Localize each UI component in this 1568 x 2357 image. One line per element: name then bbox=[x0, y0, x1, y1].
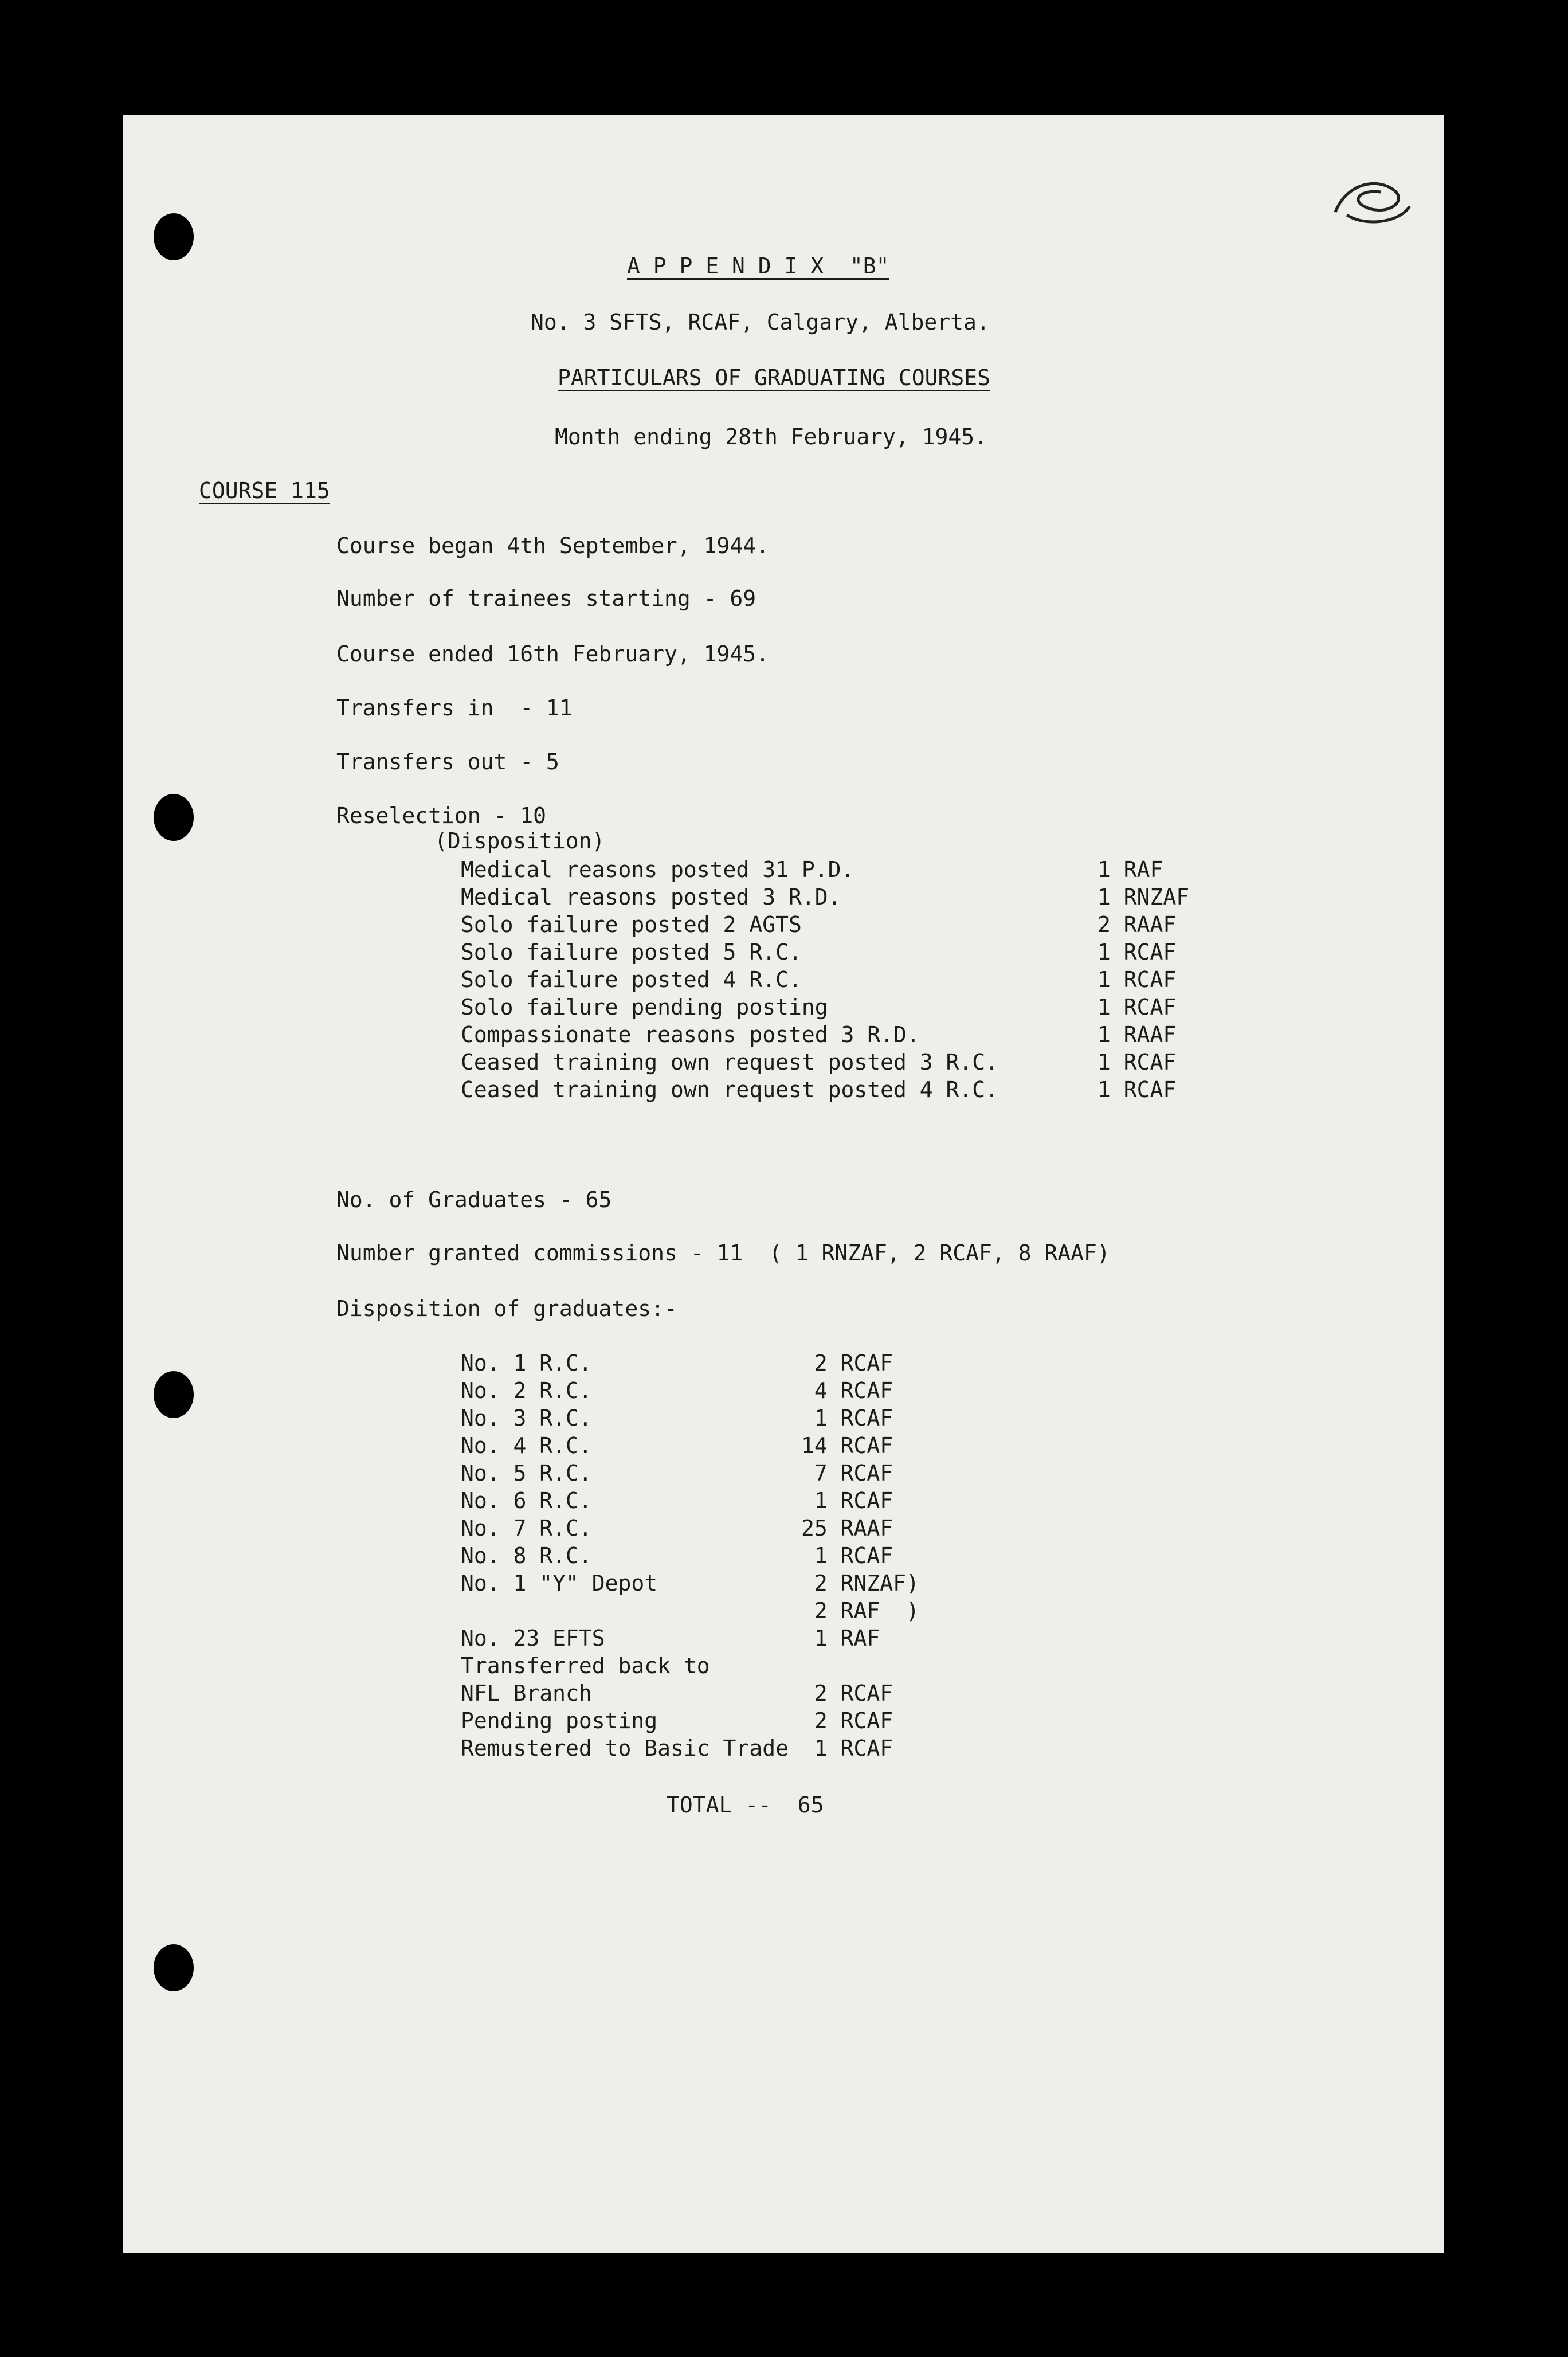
appendix-title: A P P E N D I X "B" bbox=[627, 253, 889, 279]
disposition-count: 1 RCAF bbox=[801, 1405, 893, 1431]
disposition-dest: No. 3 R.C. bbox=[461, 1405, 592, 1431]
graduates-count: No. of Graduates - 65 bbox=[336, 1187, 612, 1212]
reselection-count: 1 RCAF bbox=[1097, 1077, 1177, 1102]
disposition-dest: No. 5 R.C. bbox=[461, 1461, 592, 1486]
disposition-dest: Transferred back to bbox=[461, 1653, 710, 1678]
course-fact: Number of trainees starting - 69 bbox=[336, 586, 756, 611]
reselection-count: 1 RAAF bbox=[1097, 1022, 1177, 1047]
punch-hole bbox=[154, 1371, 194, 1418]
reselection-reason: Solo failure posted 2 AGTS bbox=[461, 912, 802, 937]
disposition-dest: No. 1 R.C. bbox=[461, 1350, 592, 1376]
reselection-count: 1 RAF bbox=[1097, 857, 1163, 882]
reselection-reason: Solo failure pending posting bbox=[461, 995, 828, 1020]
reselection-reason: Medical reasons posted 31 P.D. bbox=[461, 857, 854, 882]
reselection-reason: Ceased training own request posted 4 R.C. bbox=[461, 1077, 998, 1102]
disposition-count: 1 RCAF bbox=[801, 1736, 893, 1761]
course-fact: Reselection - 10 bbox=[336, 803, 547, 828]
disposition-dest: No. 2 R.C. bbox=[461, 1378, 592, 1403]
reselection-count: 2 RAAF bbox=[1097, 912, 1177, 937]
disposition-count: 4 RCAF bbox=[801, 1378, 893, 1403]
disposition-dest: No. 23 EFTS bbox=[461, 1626, 605, 1651]
disposition-count: 14 RCAF bbox=[801, 1433, 893, 1458]
disposition-count: 2 RCAF bbox=[801, 1708, 893, 1733]
reselection-reason: Ceased training own request posted 3 R.C. bbox=[461, 1050, 998, 1075]
disposition-count: 2 RCAF bbox=[801, 1681, 893, 1706]
period-line: Month ending 28th February, 1945. bbox=[555, 424, 987, 449]
course-title: COURSE 115 bbox=[199, 478, 330, 503]
course-fact: Transfers out - 5 bbox=[336, 749, 559, 774]
course-fact: Course ended 16th February, 1945. bbox=[336, 641, 769, 667]
reselection-count: 1 RCAF bbox=[1097, 967, 1177, 992]
disposition-count: 2 RCAF bbox=[801, 1350, 893, 1376]
disposition-dest: Pending posting bbox=[461, 1708, 658, 1733]
unit-line: No. 3 SFTS, RCAF, Calgary, Alberta. bbox=[531, 310, 990, 335]
disposition-heading: Disposition of graduates:- bbox=[336, 1296, 677, 1321]
disposition-dest: No. 4 R.C. bbox=[461, 1433, 592, 1458]
disposition-count: 1 RCAF bbox=[801, 1543, 893, 1568]
punch-hole bbox=[154, 794, 194, 841]
handwritten-mark-icon bbox=[1324, 172, 1416, 235]
commissions-line: Number granted commissions - 11 ( 1 RNZAF, 2 RCAF, 8 RAAF) bbox=[336, 1240, 1110, 1266]
punch-hole bbox=[154, 213, 194, 260]
reselection-count: 1 RCAF bbox=[1097, 995, 1177, 1020]
disposition-dest: No. 6 R.C. bbox=[461, 1488, 592, 1513]
disposition-count: 1 RCAF bbox=[801, 1488, 893, 1513]
disposition-dest: No. 8 R.C. bbox=[461, 1543, 592, 1568]
course-fact: Course began 4th September, 1944. bbox=[336, 533, 769, 558]
reselection-reason: Compassionate reasons posted 3 R.D. bbox=[461, 1022, 920, 1047]
reselection-reason: Solo failure posted 4 R.C. bbox=[461, 967, 802, 992]
course-fact: Transfers in - 11 bbox=[336, 695, 573, 721]
subject-line: PARTICULARS OF GRADUATING COURSES bbox=[558, 365, 990, 390]
disposition-dest: Remustered to Basic Trade bbox=[461, 1736, 789, 1761]
reselection-reason: Solo failure posted 5 R.C. bbox=[461, 939, 802, 965]
disposition-dest: NFL Branch bbox=[461, 1681, 592, 1706]
disposition-count: 25 RAAF bbox=[801, 1516, 893, 1541]
reselection-count: 1 RCAF bbox=[1097, 939, 1177, 965]
disposition-dest: No. 7 R.C. bbox=[461, 1516, 592, 1541]
total-line: TOTAL -- 65 bbox=[667, 1792, 824, 1818]
disposition-count: 7 RCAF bbox=[801, 1461, 893, 1486]
reselection-count: 1 RCAF bbox=[1097, 1050, 1177, 1075]
disposition-count: 2 RAF ) bbox=[801, 1598, 919, 1623]
disposition-count: 2 RNZAF) bbox=[801, 1571, 919, 1596]
disposition-count: 1 RAF bbox=[801, 1626, 880, 1651]
disposition-label: (Disposition) bbox=[434, 828, 605, 853]
punch-hole bbox=[154, 1944, 194, 1991]
reselection-reason: Medical reasons posted 3 R.D. bbox=[461, 884, 841, 910]
reselection-count: 1 RNZAF bbox=[1097, 884, 1190, 910]
disposition-dest: No. 1 "Y" Depot bbox=[461, 1571, 658, 1596]
